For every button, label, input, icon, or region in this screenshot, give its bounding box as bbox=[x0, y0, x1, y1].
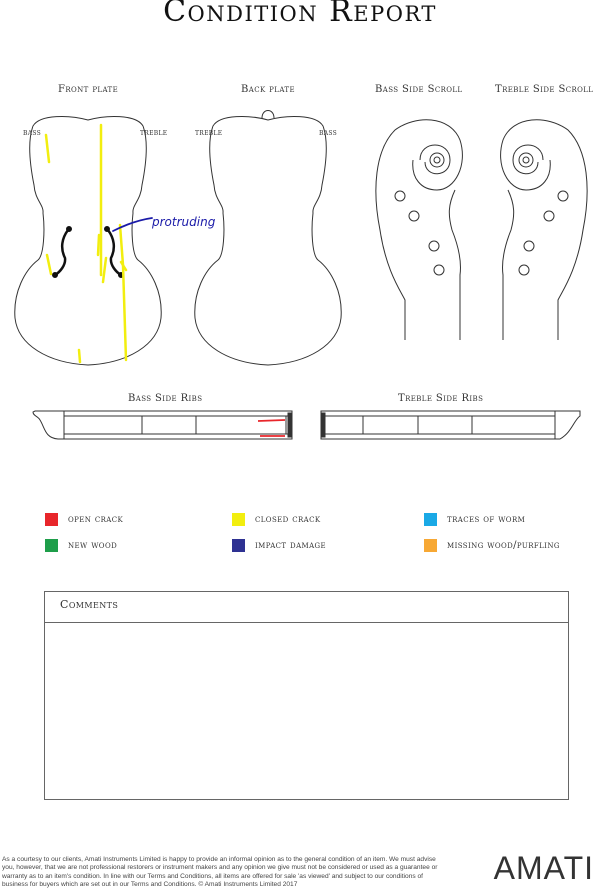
legend-closed-crack bbox=[232, 513, 321, 526]
bass-scroll-drawing bbox=[376, 120, 463, 340]
back-bass-label: BASS bbox=[319, 130, 338, 137]
legend-swatch bbox=[232, 539, 245, 552]
legend-label: closed crack bbox=[255, 514, 321, 525]
disclaimer-text: As a courtesy to our clients, Amati Instruments Limited is happy to provide an informal opinion as to the general condition of an item. We must advise you, however, that we are not professional restorers or instrument makers and any opinion we give must not be considered or used as a guarantee or warranty as to an item's condition. In line with our Terms and Conditions, all items are offered for sale 'as viewed' and subject to our conditions of business for buyers which are set out in our Terms and Conditions. © Amati Instruments Limited 2017 bbox=[2, 856, 438, 889]
legend-traces-of-worm bbox=[424, 513, 525, 526]
impact-annotation-text: protruding bbox=[152, 215, 216, 229]
front-treble-label: TREBLE bbox=[140, 130, 168, 137]
legend-label: open crack bbox=[68, 514, 124, 525]
page-title: Condition Report bbox=[163, 0, 437, 29]
legend-swatch bbox=[45, 539, 58, 552]
comments-box[interactable] bbox=[44, 591, 569, 800]
front-bass-label: BASS bbox=[23, 130, 42, 137]
legend-swatch bbox=[232, 513, 245, 526]
legend-missing-wood bbox=[424, 539, 560, 552]
legend-swatch bbox=[424, 513, 437, 526]
comments-body[interactable] bbox=[45, 623, 568, 639]
bass-side-ribs-label: Bass Side Ribs bbox=[128, 393, 203, 404]
legend-label: traces of worm bbox=[447, 514, 526, 525]
brand-logo: AMATI bbox=[493, 850, 594, 886]
back-plate-outline bbox=[195, 111, 341, 366]
back-plate-label: Back plate bbox=[241, 84, 295, 95]
front-plate-outline bbox=[15, 116, 161, 365]
treble-scroll-drawing bbox=[501, 120, 588, 340]
legend-label: new wood bbox=[68, 540, 118, 551]
treble-side-scroll-label: Treble Side Scroll bbox=[495, 84, 594, 95]
comments-title: Comments bbox=[45, 592, 568, 623]
legend-label: impact damage bbox=[255, 540, 327, 551]
legend-open-crack bbox=[45, 513, 123, 526]
treble-ribs-drawing bbox=[321, 411, 580, 439]
bass-side-scroll-label: Bass Side Scroll bbox=[375, 84, 463, 95]
legend-impact-damage bbox=[232, 539, 326, 552]
legend-label: missing wood/purfling bbox=[447, 540, 560, 551]
legend-new-wood bbox=[45, 539, 117, 552]
bass-scroll-pegs bbox=[395, 191, 444, 275]
treble-scroll-pegs bbox=[519, 191, 568, 275]
legend-swatch bbox=[424, 539, 437, 552]
front-f-holes bbox=[53, 227, 124, 278]
front-plate-label: Front plate bbox=[58, 84, 119, 95]
legend-swatch bbox=[45, 513, 58, 526]
bass-ribs-drawing bbox=[33, 411, 292, 439]
back-treble-label: TREBLE bbox=[195, 130, 223, 137]
treble-side-ribs-label: Treble Side Ribs bbox=[398, 393, 484, 404]
